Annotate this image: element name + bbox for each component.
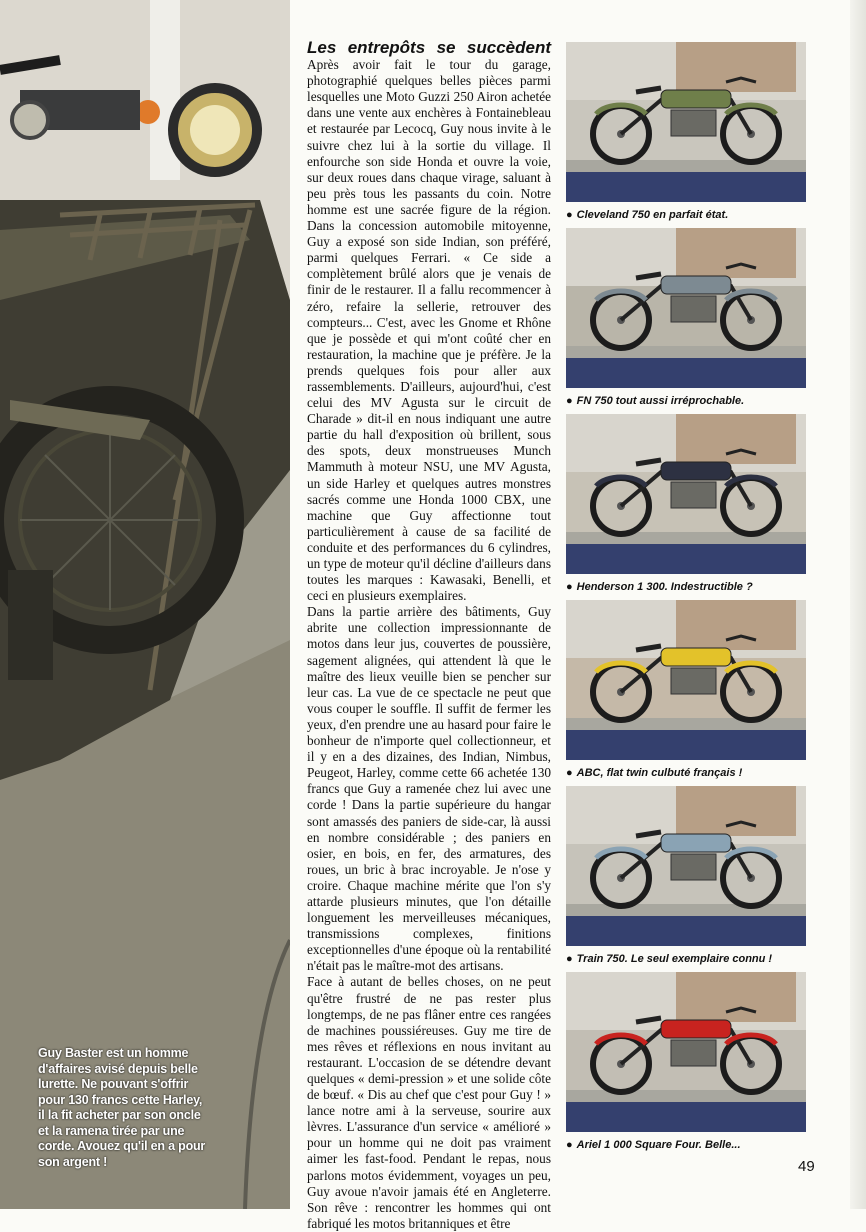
article-paragraph-1	[307, 40, 551, 604]
photo-abc	[566, 600, 806, 760]
page-number: 49	[798, 1158, 815, 1175]
paragraph-1-text: Après avoir fait le tour du garage, photographié quelques belles pièces parmi lesquelles une Moto Guzzi 250 Airon achetée dans une vente aux enchères à Fontainebleau et restaurée par Lecocq, Guy nous invite à le suivre chez lui à la sortie du village. Il enfourche son side Honda et ouvre la voie, sur deux roues dans chaque virage, saluant à peu près tous les passants du coin. Notre homme est une sacrée figure de la région. Dans la concession automobile mitoyenne, Guy a exposé son side Indian, son préféré, parmi quelques Ferrari. « Ce side a complètement brûlé alors que je venais de finir de le restaurer. Il a fallu recommencer à zéro, refaire la sellerie, retrouver des compteurs... C'est, avec les Gnome et Rhône que je possède et qui m'ont coûté cher en restauration, la machine que je préfère. Je la prends quelques fois pour aller aux rassemblements. D'ailleurs, aujourd'hui, c'est celui des MV Agusta sur le circuit de Charade » dit-il en nous indiquant une autre partie du hall d'exposition où brillent, sous des spots, deux monstrueuses Munch Mammuth à moteur NSU, une MV Agusta, un side Harley et quelques autres monstres sacrés comme une Honda 1000 CBX, une machine que Guy affectionne tout particulièrement à cause de sa facilité de conduite et des performances du 6 cylindres, un type de moteur qu'il décline d'ailleurs dans toutes les marques : Kawasaki, Benelli, et ceci en plusieurs exemplaires.	[307, 57, 551, 604]
caption-text: Henderson 1 300. Indestructible ?	[576, 581, 753, 593]
page-edge	[850, 0, 866, 1209]
bullet-icon: ●	[566, 581, 573, 593]
photo-caption	[566, 760, 806, 786]
photo-caption	[566, 1132, 806, 1158]
article-paragraph-2: Dans la partie arrière des bâtiments, Guy abrite une collection impressionnante de motos dans leur jus, couvertes de poussière, sagement alignées, qui attendent là que le maître des lieux veuille bien se pencher sur leur cas. La vue de ce spectacle ne peut que vous couper le souffle. Il suffit de fermer les yeux, d'en prendre une au hasard pour faire le bonheur de n'importe quel collectionneur, et il y en a des dizaines, des Indian, Nimbus, Peugeot, Harley, comme cette 66 achetée 130 francs que Guy a ramenée chez lui avec une corde ! Dans la partie supérieure du hangar sont amassés des paniers de side-car, là aussi en nombre considérable ; des paniers en osier, en bois, en fer, des armatures, des roues, un bric à brac incroyable. Je n'ose y croire. Chaque machine mérite que l'on s'y attarde plusieurs minutes, que l'on détaille longuement les merveilleuses mécaniques, transmissions complexes, finitions exceptionnelles d'une époque où la rentabilité n'était pas le maître-mot des artisans.	[307, 604, 551, 974]
section-heading: Les entrepôts se succèdent	[307, 38, 551, 57]
article-paragraph-3: Face à autant de belles choses, on ne peut qu'être frustré de ne pas rester plus longtemps, de ne pas flâner entre ces rangées de machines poussiéreuses. Guy me tire de mes rêves et réflexions en nous invitant au restaurant. L'occasion de se détendre devant quelques « demi-pression » et une solide côte de bœuf. « Dis au chef que c'est pour Guy ! » lance notre ami à la serveuse, sourire aux lèvres. L'assurance d'un service « amélioré » pour un homme qui ne doit pas vraiment aimer les fast-food. Pendant le repas, nous parlons motos évidemment, voyages un peu, Guy avoue n'avoir jamais été en Angleterre. Son rêve : rencontrer les hommes qui ont fabriqué les motos britanniques et être	[307, 974, 551, 1231]
motorcycle-image	[566, 972, 806, 1132]
photo-block-train	[566, 786, 806, 972]
photo-caption	[566, 388, 806, 414]
motorcycle-image	[566, 600, 806, 760]
photo-fn	[566, 228, 806, 388]
caption-text: ABC, flat twin culbuté français !	[576, 767, 743, 779]
photo-block-ariel	[566, 972, 806, 1158]
photo-caption	[566, 574, 806, 600]
caption-text: Train 750. Le seul exemplaire connu !	[576, 953, 773, 965]
left-photo-caption: Guy Baster est un homme d'affaires avisé depuis belle lurette. Ne pouvant s'offrir pour 130 francs cette Harley, il la fit acheter par son oncle et la ramena tirée par une corde. Avouez qu'il en a pour son argent !	[38, 1046, 206, 1169]
photo-block-cleveland	[566, 42, 806, 228]
bullet-icon: ●	[566, 395, 573, 407]
motorcycle-image	[566, 414, 806, 574]
photo-henderson	[566, 414, 806, 574]
photo-train	[566, 786, 806, 946]
caption-text: Ariel 1 000 Square Four. Belle...	[576, 1139, 741, 1151]
harley-photo-illustration	[0, 0, 290, 1209]
photo-column	[566, 42, 806, 1158]
bullet-icon: ●	[566, 953, 573, 965]
left-photo-harley	[0, 0, 290, 1209]
caption-text: FN 750 tout aussi irréprochable.	[576, 395, 745, 407]
photo-ariel	[566, 972, 806, 1132]
bullet-icon: ●	[566, 1139, 573, 1151]
motorcycle-image	[566, 228, 806, 388]
bullet-icon: ●	[566, 209, 573, 221]
photo-block-fn	[566, 228, 806, 414]
photo-caption	[566, 202, 806, 228]
motorcycle-image	[566, 42, 806, 202]
motorcycle-image	[566, 786, 806, 946]
photo-block-abc	[566, 600, 806, 786]
photo-block-henderson	[566, 414, 806, 600]
article-body	[307, 40, 551, 1232]
bullet-icon: ●	[566, 767, 573, 779]
caption-text: Cleveland 750 en parfait état.	[576, 209, 729, 221]
photo-cleveland	[566, 42, 806, 202]
photo-caption	[566, 946, 806, 972]
